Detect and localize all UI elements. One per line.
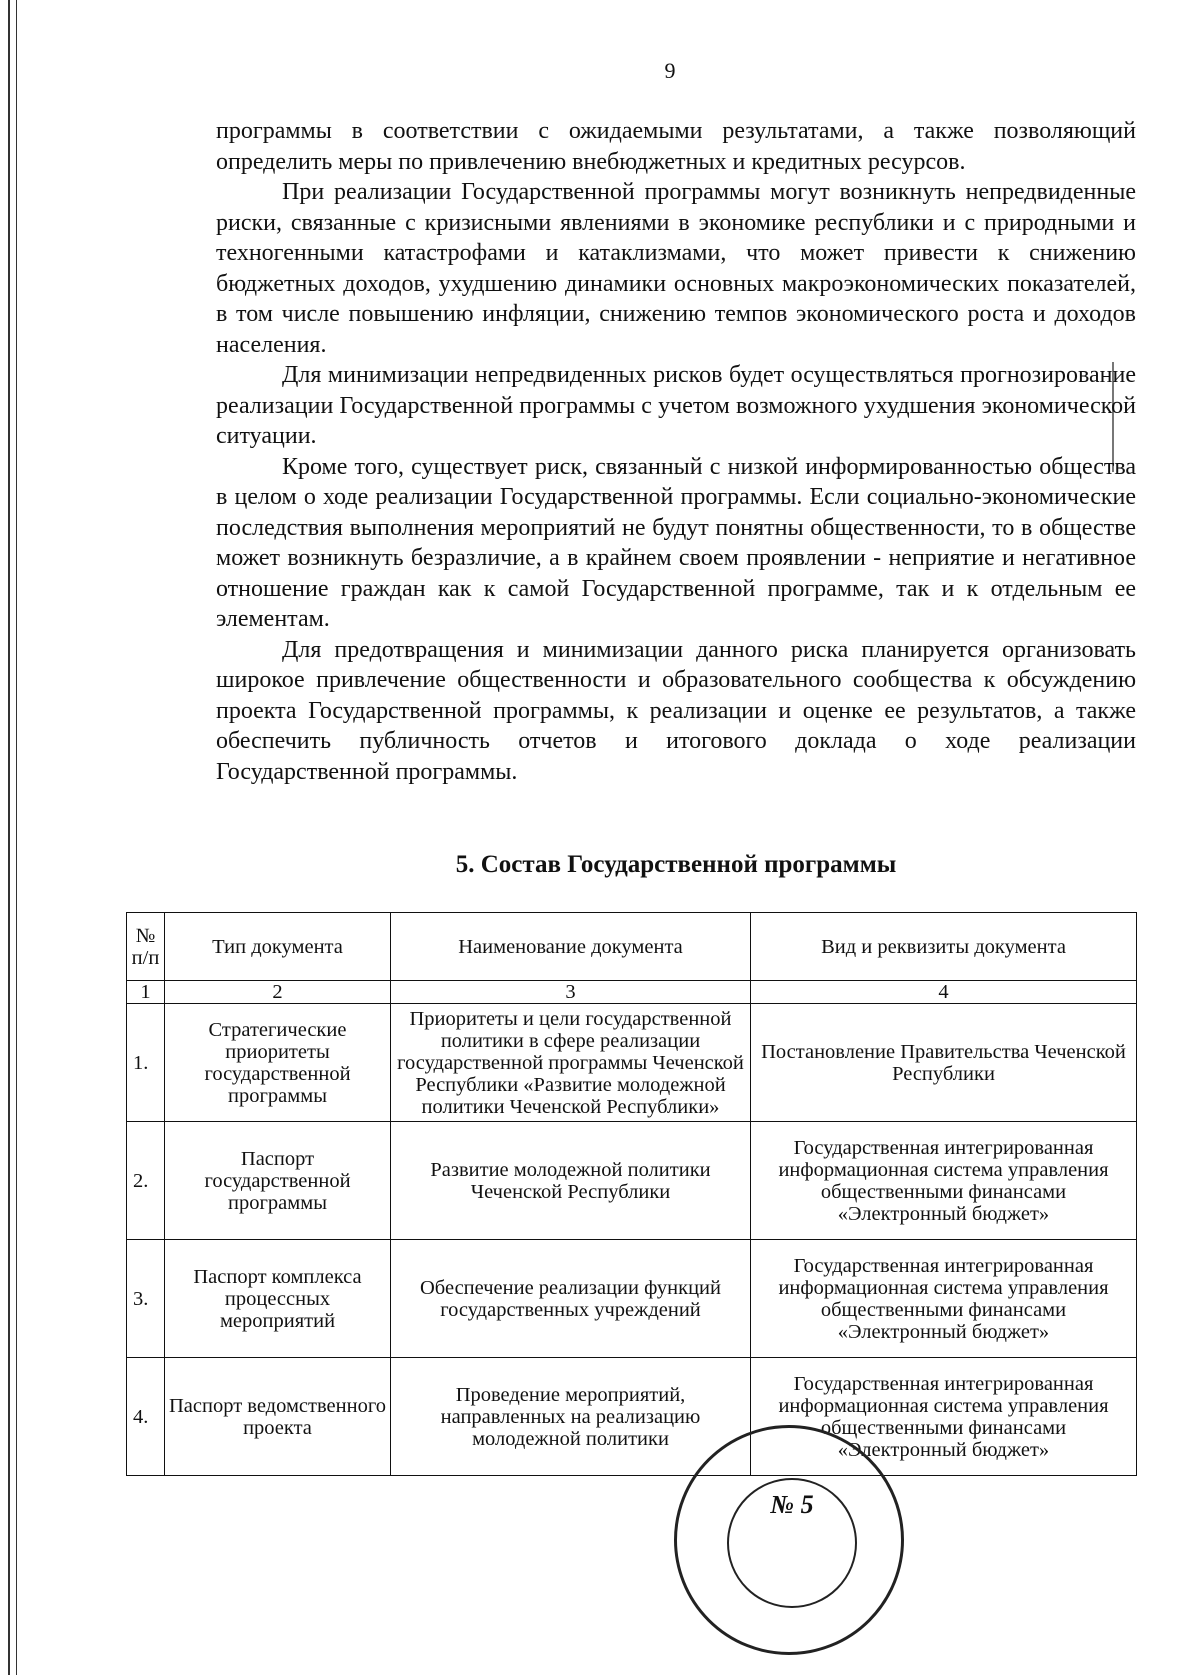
- table-row: [127, 1122, 1137, 1240]
- paragraph: Для предотвращения и минимизации данного риска планируется организовать широкое привлечение общественности и образовательного сообщества к обсуждению проекта Государственной программы, к реализации и оценке ее результатов, а также обеспечить публичность отчетов и итогового доклада о ходе реализации Государственной программы.: [216, 636, 1136, 785]
- document-type: Паспорт ведомственного проекта: [165, 1358, 391, 1476]
- document-name: Проведение мероприятий, направленных на реализацию молодежной политики: [391, 1358, 751, 1476]
- paragraph: Кроме того, существует риск, связанный с низкой информированностью общества в целом о ходе реализации Государственной программы. Если социально-экономические последствия выполнения мероприятий не будут понятны общественности, то в обществе может возникнуть безразличие, а в крайнем своем проявлении - неприятие и негативное отношение граждан как к самой Государственной программе, так и к отдельным ее элементам.: [216, 453, 1136, 632]
- column-number: 4: [751, 981, 1137, 1004]
- column-header-kind: Вид и реквизиты документа: [751, 913, 1137, 981]
- scan-edge-line-secondary: [16, 0, 17, 1675]
- seal-number: № 5: [770, 1490, 814, 1519]
- document-type: Стратегические приоритеты государственной программы: [165, 1004, 391, 1122]
- document-kind: Государственная интегрированная информационная система управления общественными финансами «Электронный бюджет»: [751, 1358, 1137, 1476]
- section-heading: 5. Состав Государственной программы: [455, 851, 897, 878]
- column-header-name: Наименование документа: [391, 913, 751, 981]
- column-number-row: [127, 981, 1137, 1004]
- document-kind: Государственная интегрированная информационная система управления общественными финансами «Электронный бюджет»: [751, 1122, 1137, 1240]
- document-type: Паспорт комплекса процессных мероприятий: [165, 1240, 391, 1358]
- table-row: [127, 1240, 1137, 1358]
- document-kind: Государственная интегрированная информационная система управления общественными финансами «Электронный бюджет»: [751, 1240, 1137, 1358]
- table-header-row: [127, 913, 1137, 981]
- row-number: 4.: [127, 1358, 165, 1476]
- paragraph: Для минимизации непредвиденных рисков будет осуществляться прогнозирование реализации Государственной программы с учетом возможного ухудшения экономической ситуации.: [216, 362, 1136, 449]
- document-type: Паспорт государственной программы: [165, 1122, 391, 1240]
- table-row: [127, 1004, 1137, 1122]
- body-text: [216, 116, 1136, 787]
- paragraph: При реализации Государственной программы могут возникнуть непредвиденные риски, связанные с кризисными явлениями в экономике республики и с природными и техногенными катастрофами и катаклизмами, что может привести к снижению бюджетных доходов, ухудшению динамики основных макроэкономических показателей, в том числе повышению инфляции, снижению темпов экономического роста и доходов населения.: [216, 179, 1136, 358]
- row-number: 1.: [127, 1004, 165, 1122]
- column-number: 3: [391, 981, 751, 1004]
- document-name: Развитие молодежной политики Чеченской Республики: [391, 1122, 751, 1240]
- document-kind: Постановление Правительства Чеченской Республики: [751, 1004, 1137, 1122]
- paragraph: программы в соответствии с ожидаемыми результатами, а также позволяющий определить меры по привлечению внебюджетных и кредитных ресурсов.: [216, 118, 1136, 175]
- column-header-num: № п/п: [127, 913, 165, 981]
- page-number: 9: [664, 58, 676, 83]
- row-number: 3.: [127, 1240, 165, 1358]
- row-number: 2.: [127, 1122, 165, 1240]
- official-seal-stamp: [674, 1425, 904, 1655]
- scan-edge-line: [8, 0, 10, 1675]
- document-name: Приоритеты и цели государственной политики в сфере реализации государственной программы Чеченской Республики «Развитие молодежной политики Чеченской Республики»: [391, 1004, 751, 1122]
- program-composition-table: [126, 912, 1137, 1476]
- table-row: [127, 1358, 1137, 1476]
- column-number: 1: [127, 981, 165, 1004]
- document-name: Обеспечение реализации функций государственных учреждений: [391, 1240, 751, 1358]
- column-number: 2: [165, 981, 391, 1004]
- column-header-type: Тип документа: [165, 913, 391, 981]
